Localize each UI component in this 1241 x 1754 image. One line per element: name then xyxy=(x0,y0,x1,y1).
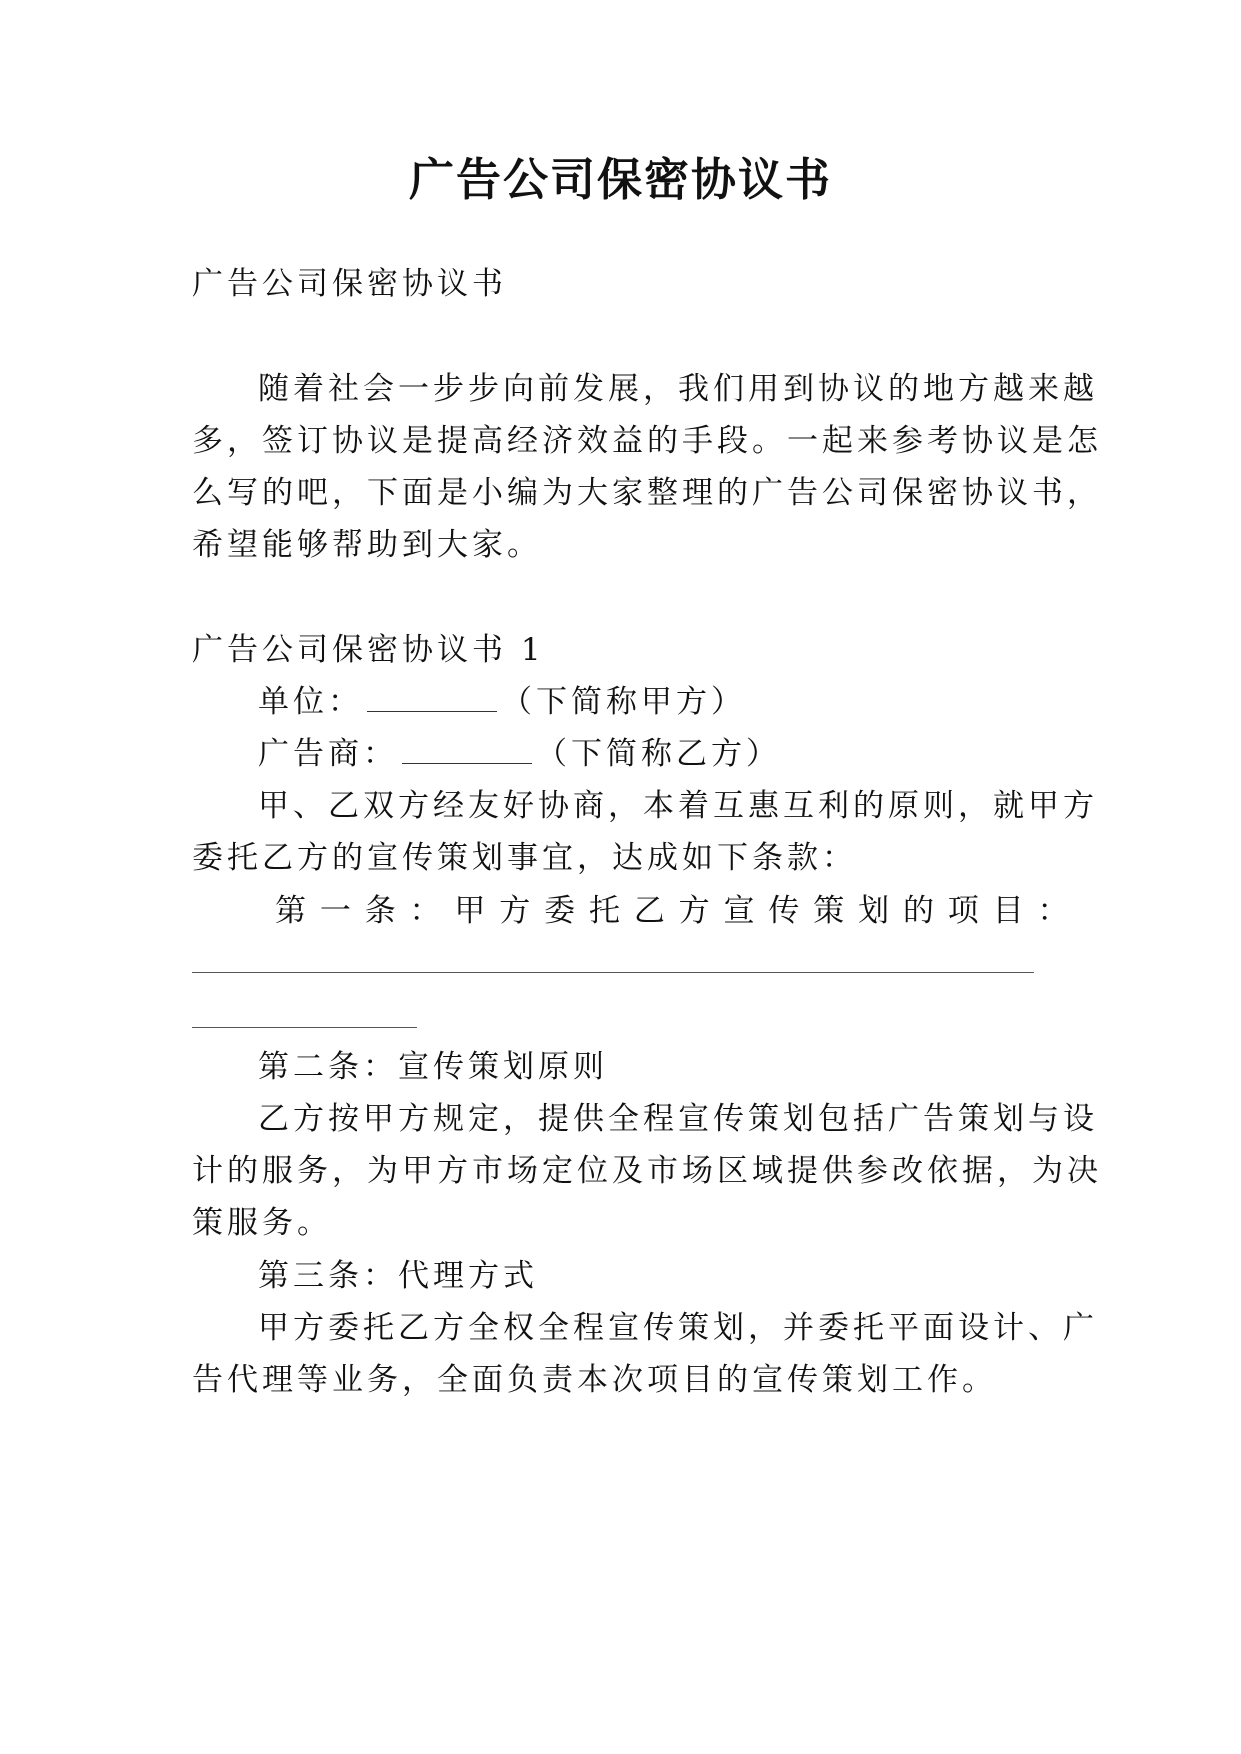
party-b-blank xyxy=(402,737,532,764)
party-b-label: 广告商： xyxy=(258,736,398,772)
party-b-line xyxy=(258,734,781,774)
article-1: 第 一 条 ： 甲 方 委 托 乙 方 宣 传 策 划 的 项 目 ： xyxy=(275,893,1071,929)
intro-line-1: 随着社会一步步向前发展，我们用到协议的地方越来越 xyxy=(258,371,1098,407)
preamble-line-2: 委托乙方的宣传策划事宜，达成如下条款： xyxy=(192,840,857,876)
party-a-line xyxy=(258,682,746,722)
article-2-line-1: 乙方按甲方规定，提供全程宣传策划包括广告策划与设 xyxy=(258,1101,1098,1137)
party-a-blank xyxy=(367,685,497,712)
party-b-suffix: （下简称乙方） xyxy=(536,736,781,772)
article-3-line-2: 告代理等业务，全面负责本次项目的宣传策划工作。 xyxy=(192,1362,997,1398)
intro-line-4: 希望能够帮助到大家。 xyxy=(192,527,542,563)
article-1-blank-rule xyxy=(192,972,1034,973)
party-a-suffix: （下简称甲方） xyxy=(501,684,746,720)
article-1-blank-rule-2 xyxy=(192,1027,417,1028)
intro-line-2: 多，签订协议是提高经济效益的手段。一起来参考协议是怎 xyxy=(192,423,1102,459)
section-heading: 广告公司保密协议书 1 xyxy=(192,632,545,668)
intro-line-3: 么写的吧，下面是小编为大家整理的广告公司保密协议书， xyxy=(192,475,1102,511)
article-2-line-2: 计的服务，为甲方市场定位及市场区域提供参改依据，为决 xyxy=(192,1153,1102,1189)
article-2-heading: 第二条：宣传策划原则 xyxy=(258,1049,608,1085)
party-a-label: 单位： xyxy=(258,684,363,720)
article-2-line-3: 策服务。 xyxy=(192,1205,332,1241)
document-title: 广告公司保密协议书 xyxy=(408,153,832,206)
subtitle: 广告公司保密协议书 xyxy=(192,266,507,302)
article-3-heading: 第三条：代理方式 xyxy=(258,1258,538,1294)
article-3-line-1: 甲方委托乙方全权全程宣传策划，并委托平面设计、广 xyxy=(258,1310,1098,1346)
preamble-line-1: 甲、乙双方经友好协商，本着互惠互利的原则，就甲方 xyxy=(258,788,1098,824)
